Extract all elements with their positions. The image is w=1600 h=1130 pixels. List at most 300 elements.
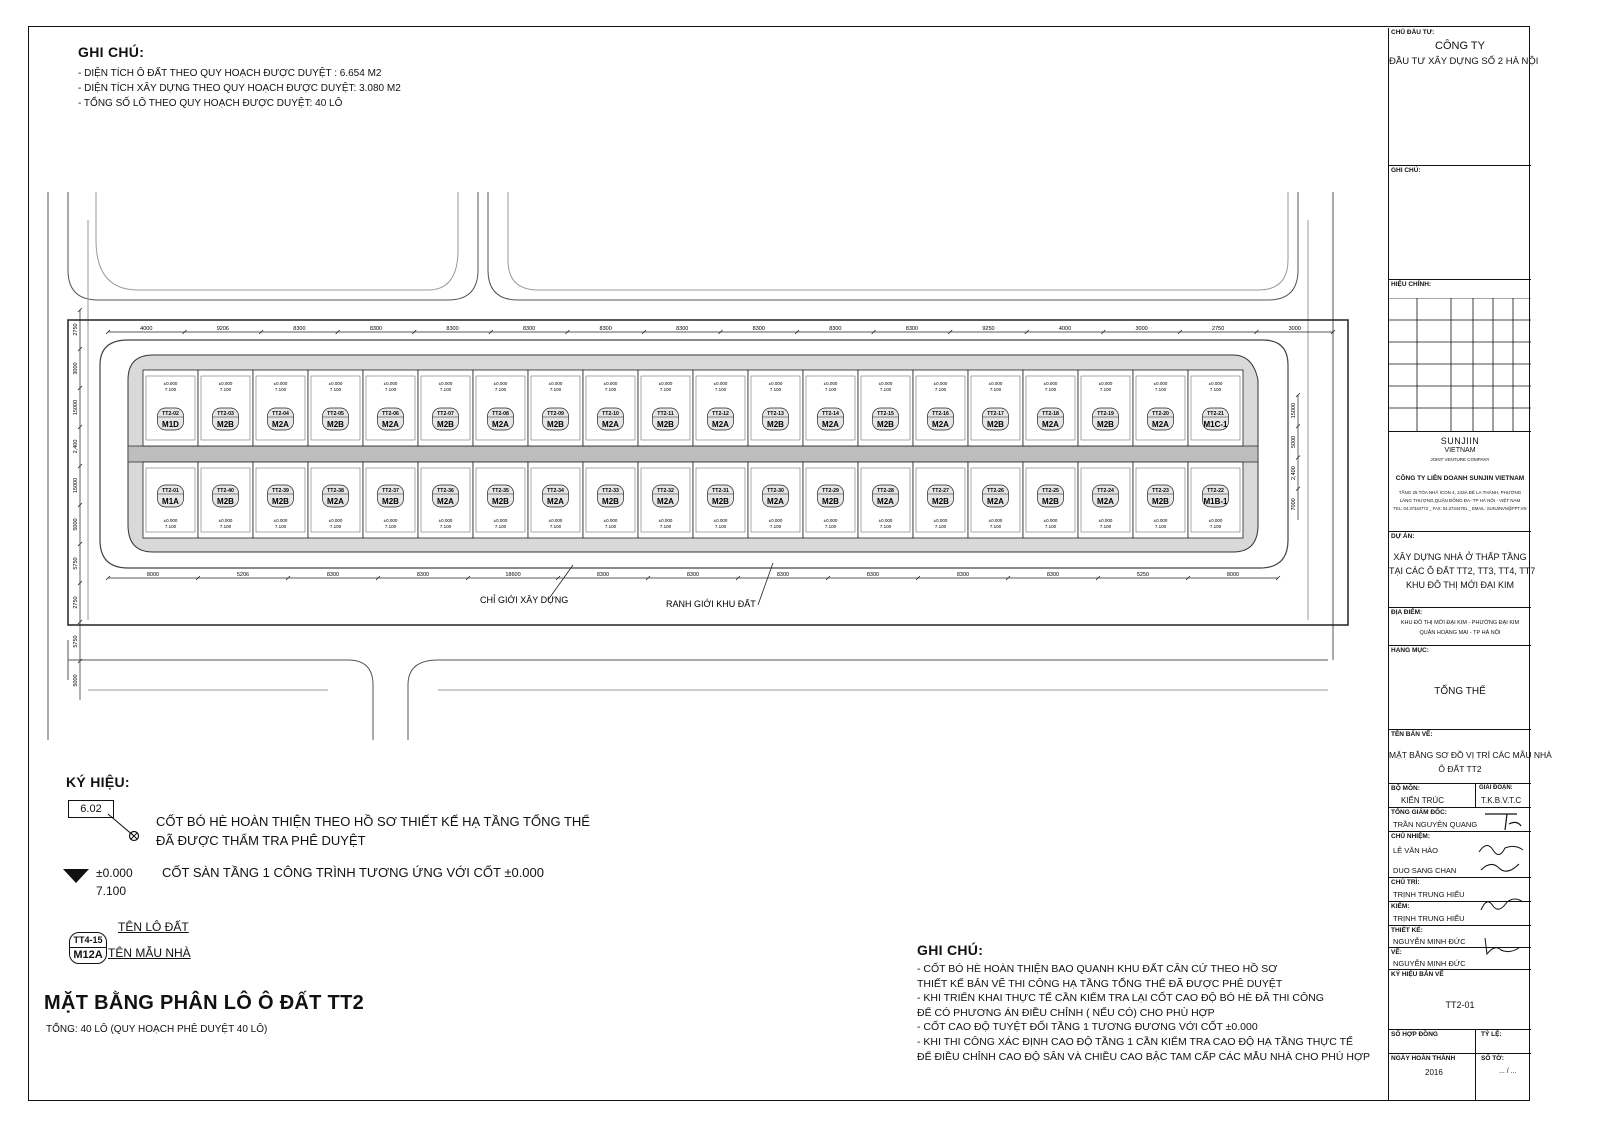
dimension-value: 8300 <box>522 326 536 332</box>
lot-level-b: 7.100 <box>1099 387 1112 392</box>
drafter-cell <box>1389 948 1531 970</box>
lot-level-a: ±0.000 <box>823 518 838 523</box>
lot-level-a: ±0.000 <box>328 518 343 523</box>
lot-name: TT2-21 <box>1207 411 1224 417</box>
boundary-label: RANH GIỚI KHU ĐẤT <box>666 599 756 609</box>
lot-type: M2B <box>327 420 344 429</box>
lot-name: TT2-33 <box>602 488 619 494</box>
lot-name: TT2-03 <box>217 411 234 417</box>
dimension-value: 8300 <box>956 572 970 578</box>
level-a: ±0.000 <box>96 866 133 880</box>
dimension-value: 2750 <box>73 323 79 336</box>
lot-tt2-17 <box>968 370 1023 446</box>
dimension-value: 15000 <box>1291 402 1297 419</box>
sheet-name-line-1: MẶT BẰNG SƠ ĐỒ VỊ TRÍ CÁC MẪU NHÀ <box>1389 750 1552 760</box>
director-cell <box>1389 808 1531 832</box>
sheet-no-value: TT2-01 <box>1445 1000 1475 1010</box>
lot-level-a: ±0.000 <box>823 381 838 386</box>
contract-divider <box>1475 1030 1476 1054</box>
lot-level-a: ±0.000 <box>768 381 783 386</box>
lot-tt2-40 <box>198 462 253 538</box>
phase-value: T.K.B.V.T.C <box>1481 796 1522 805</box>
lots-top-row <box>143 370 1243 446</box>
lot-level-a: ±0.000 <box>713 381 728 386</box>
signature-icon <box>1481 810 1525 832</box>
location-label: ĐỊA ĐIỂM: <box>1391 609 1423 616</box>
lot-type: M2A <box>657 497 674 506</box>
lot-type: M2A <box>1097 497 1114 506</box>
lot-name: TT2-20 <box>1152 411 1169 417</box>
lot-name: TT2-34 <box>547 488 564 494</box>
lot-name: TT2-29 <box>822 488 839 494</box>
dimension-value: 2750 <box>73 596 79 609</box>
lot-name: TT2-09 <box>547 411 564 417</box>
lot-tt2-05 <box>308 370 363 446</box>
dimension-value: 5250 <box>1136 572 1150 578</box>
central-alley <box>128 446 1258 462</box>
lot-tt2-08 <box>473 370 528 446</box>
lot-level-b: 7.100 <box>659 387 672 392</box>
lot-type: M2B <box>767 420 784 429</box>
manager-cell <box>1389 832 1531 878</box>
lot-type: M2B <box>877 420 894 429</box>
right-dimension-line <box>1291 393 1300 520</box>
category-label: HẠNG MỤC: <box>1391 647 1429 654</box>
dimension-value: 5000 <box>73 674 79 687</box>
level-triangle-icon <box>62 868 92 884</box>
lot-level-b: 7.100 <box>439 524 452 529</box>
director-label: TỔNG GIÁM ĐỐC: <box>1391 809 1447 816</box>
designer-value: NGUYỄN MINH ĐỨC <box>1393 937 1466 946</box>
signature-icon <box>1475 836 1527 876</box>
lot-level-b: 7.100 <box>1044 387 1057 392</box>
lot-type: M1A <box>162 497 179 506</box>
level-description: CỐT SÀN TẦNG 1 CÔNG TRÌNH TƯƠNG ỨNG VỚI CỐT ±0.000 <box>162 865 545 880</box>
lot-level-b: 7.100 <box>329 524 342 529</box>
drafter-value: NGUYỄN MINH ĐỨC <box>1393 959 1466 968</box>
director-value: TRẦN NGUYÊN QUANG <box>1393 820 1478 829</box>
tag-lot: TT4-15 <box>70 933 106 948</box>
lot-tt2-04 <box>253 370 308 446</box>
lot-type: M2A <box>1042 420 1059 429</box>
level-b: 7.100 <box>96 884 127 898</box>
dimension-value: 2,400 <box>1291 466 1297 481</box>
dimension-value: 3000 <box>1135 326 1148 332</box>
lot-level-b: 7.100 <box>329 387 342 392</box>
revision-grid <box>1389 298 1531 432</box>
lot-tt2-30 <box>748 462 803 538</box>
lot-tt2-25 <box>1023 462 1078 538</box>
lot-level-a: ±0.000 <box>218 381 233 386</box>
lot-tt2-32 <box>638 462 693 538</box>
date-cell <box>1389 1054 1531 1100</box>
lot-level-a: ±0.000 <box>658 518 673 523</box>
dimension-value: 8000 <box>146 572 160 578</box>
lot-level-b: 7.100 <box>494 524 507 529</box>
lot-tt2-13 <box>748 370 803 446</box>
lot-tt2-09 <box>528 370 583 446</box>
lot-name: TT2-31 <box>712 488 729 494</box>
dimension-value: 9250 <box>982 326 995 332</box>
lot-type: M2A <box>492 420 509 429</box>
lot-level-a: ±0.000 <box>548 381 563 386</box>
lot-type: M2A <box>1152 420 1169 429</box>
lot-type: M2B <box>822 497 839 506</box>
dimension-value: 9206 <box>216 326 229 332</box>
lots-bottom-row <box>143 462 1243 538</box>
lot-level-a: ±0.000 <box>1153 381 1168 386</box>
lot-level-b: 7.100 <box>384 387 397 392</box>
checker-label: KIỂM: <box>1391 903 1410 910</box>
page-label: SỐ TỜ: <box>1481 1055 1504 1062</box>
lot-tt2-27 <box>913 462 968 538</box>
project-line-3: KHU ĐÔ THỊ MỚI ĐẠI KIM <box>1405 580 1515 590</box>
bottom-note-line: - CỐT CAO ĐỘ TUYỆT ĐỐI TẦNG 1 TƯƠNG ĐƯƠNG VỚI CỐT ±0.000 <box>917 1021 1258 1034</box>
lot-level-a: ±0.000 <box>438 381 453 386</box>
bottom-notes-title: GHI CHÚ: <box>917 942 984 958</box>
lot-level-a: ±0.000 <box>493 518 508 523</box>
owner-line-1: CÔNG TY <box>1435 40 1485 52</box>
curb-text-1: CỐT BÓ HÈ HOÀN THIỆN THEO HỒ SƠ THIẾT KẾ HẠ TẦNG TỔNG THỂ <box>156 814 590 829</box>
lot-level-a: ±0.000 <box>878 518 893 523</box>
setback-label: CHỈ GIỚI XÂY DỰNG <box>480 595 569 605</box>
dimension-value: 8300 <box>905 326 919 332</box>
date-label: NGÀY HOÀN THÀNH <box>1391 1055 1456 1062</box>
discipline-cell <box>1389 784 1531 808</box>
lot-tt2-34 <box>528 462 583 538</box>
lot-name: TT2-05 <box>327 411 344 417</box>
note-label: GHI CHÚ: <box>1391 167 1421 174</box>
lot-level-a: ±0.000 <box>1098 381 1113 386</box>
lot-type: M2B <box>987 420 1004 429</box>
dimension-value: 4000 <box>140 326 153 332</box>
lot-level-b: 7.100 <box>1099 524 1112 529</box>
lot-level-a: ±0.000 <box>1153 518 1168 523</box>
lot-type: M2B <box>657 420 674 429</box>
dimension-value: 3000 <box>73 362 79 375</box>
lot-level-b: 7.100 <box>439 387 452 392</box>
sheet-name-label: TÊN BẢN VẼ: <box>1391 731 1433 738</box>
lot-level-b: 7.100 <box>1154 387 1167 392</box>
date-divider <box>1475 1054 1476 1100</box>
lot-name: TT2-28 <box>877 488 894 494</box>
category-value: TỔNG THỂ <box>1434 686 1486 697</box>
lot-name: TT2-12 <box>712 411 729 417</box>
tag-type: M12A <box>73 949 103 961</box>
top-note-line: - TỔNG SỐ LÔ THEO QUY HOẠCH ĐƯỢC DUYỆT: 40 LÔ <box>78 98 343 109</box>
consultant-address-2: LÁNG THƯỢNG,QUẬN ĐỐNG ĐA- TP HÀ NỘI - VIỆT NAM <box>1399 498 1521 503</box>
bottom-note-line: - CỐT BÓ HÈ HOÀN THIỆN BAO QUANH KHU ĐẤT CĂN CỨ THEO HỒ SƠ <box>917 963 1278 975</box>
lot-level-a: ±0.000 <box>493 381 508 386</box>
lot-level-b: 7.100 <box>659 524 672 529</box>
lot-type: M1B-1 <box>1203 497 1228 506</box>
lot-level-a: ±0.000 <box>383 381 398 386</box>
lot-type: M2A <box>932 420 949 429</box>
lot-type: M2A <box>987 497 1004 506</box>
lot-level-b: 7.100 <box>274 387 287 392</box>
note-cell <box>1389 166 1531 280</box>
lot-level-a: ±0.000 <box>218 518 233 523</box>
lot-name: TT2-17 <box>987 411 1004 417</box>
dimension-value: 18600 <box>505 572 521 578</box>
lot-tt2-35 <box>473 462 528 538</box>
lot-level-a: ±0.000 <box>163 518 178 523</box>
manager-label: CHỦ NHIỆM: <box>1391 833 1430 840</box>
bottom-dimension-line <box>106 572 1280 580</box>
lot-name: TT2-30 <box>767 488 784 494</box>
bottom-note-line: ĐỂ CÓ PHƯƠNG ÁN ĐIỀU CHỈNH ( NẾU CÓ) CHO PHÙ HỢP <box>917 1006 1215 1019</box>
location-line-1: KHU ĐÔ THỊ MỚI ĐẠI KIM - PHƯỜNG ĐẠI KIM <box>1400 620 1520 626</box>
phase-label: GIAI ĐOẠN: <box>1479 785 1513 791</box>
dimension-value: 15000 <box>73 399 79 416</box>
lot-name: TT2-38 <box>327 488 344 494</box>
lot-level-a: ±0.000 <box>988 381 1003 386</box>
lot-level-b: 7.100 <box>219 387 232 392</box>
lot-tt2-31 <box>693 462 748 538</box>
project-line-2: TẠI CÁC Ô ĐẤT TT2, TT3, TT4, TT7 <box>1389 566 1536 576</box>
discipline-label: BỘ MÔN: <box>1391 785 1420 792</box>
page-value: ... / ... <box>1499 1068 1517 1075</box>
lot-tt2-33 <box>583 462 638 538</box>
lot-level-b: 7.100 <box>769 524 782 529</box>
lot-name: TT2-15 <box>877 411 894 417</box>
lot-tt2-36 <box>418 462 473 538</box>
lot-level-a: ±0.000 <box>1208 381 1223 386</box>
dimension-value: 8300 <box>866 572 880 578</box>
dimension-value: 8300 <box>1046 572 1060 578</box>
discipline-divider <box>1475 784 1476 808</box>
revision-label: HIỆU CHỈNH: <box>1391 281 1432 288</box>
lot-level-a: ±0.000 <box>933 381 948 386</box>
bottom-note-line: - KHI THI CÔNG XÁC ĐỊNH CAO ĐỘ TẦNG 1 CẦN KIỂM TRA CAO ĐỘ HẠ TẦNG THỰC TẾ <box>917 1035 1354 1048</box>
tag-type-label: TÊN MẪU NHÀ <box>108 946 191 960</box>
revision-cell <box>1389 280 1531 432</box>
dimension-value: 5750 <box>73 557 79 570</box>
lot-type: M2B <box>217 420 234 429</box>
top-dimension-line <box>106 326 1335 334</box>
lot-type: M2A <box>822 420 839 429</box>
dimension-value: 8300 <box>599 326 612 332</box>
lot-level-b: 7.100 <box>219 524 232 529</box>
lot-type: M2B <box>272 497 289 506</box>
project-cell <box>1389 532 1536 608</box>
dimension-value: 8300 <box>446 326 459 332</box>
lot-name: TT2-01 <box>162 488 179 494</box>
lot-tt2-18 <box>1023 370 1078 446</box>
lead-label: CHỦ TRÌ: <box>1391 879 1420 886</box>
lot-name: TT2-13 <box>767 411 784 417</box>
project-label: DỰ ÁN: <box>1391 533 1415 540</box>
lot-level-b: 7.100 <box>769 387 782 392</box>
lot-name: TT2-23 <box>1152 488 1169 494</box>
lot-level-b: 7.100 <box>824 387 837 392</box>
lead-value: TRỊNH TRUNG HIẾU <box>1393 890 1465 899</box>
lot-level-b: 7.100 <box>274 524 287 529</box>
lot-tt2-02 <box>143 370 198 446</box>
drawing-subtitle: TỔNG: 40 LÔ (QUY HOẠCH PHÊ DUYỆT 40 LÔ) <box>46 1024 268 1035</box>
manager-value-1: LÊ VĂN HÀO <box>1393 846 1439 855</box>
date-value: 2016 <box>1425 1068 1443 1077</box>
curb-description <box>156 812 590 850</box>
lot-tt2-10 <box>583 370 638 446</box>
bottom-note-line: THIẾT KẾ BẢN VẼ THI CÔNG HẠ TẦNG TỔNG THỂ ĐÃ ĐƯỢC PHÊ DUYỆT <box>917 977 1283 990</box>
sheet-no-cell <box>1389 970 1531 1030</box>
lot-tt2-37 <box>363 462 418 538</box>
lot-tt2-20 <box>1133 370 1188 446</box>
top-notes <box>78 44 401 111</box>
lot-level-b: 7.100 <box>879 524 892 529</box>
manager-value-2: DUO SANG CHAN <box>1393 866 1457 875</box>
lot-name: TT2-14 <box>822 411 839 417</box>
lot-tt2-23 <box>1133 462 1188 538</box>
drafter-label: VẼ: <box>1391 949 1402 956</box>
lot-tt2-01 <box>143 462 198 538</box>
lot-tt2-12 <box>693 370 748 446</box>
lot-level-b: 7.100 <box>1044 524 1057 529</box>
lot-level-b: 7.100 <box>604 524 617 529</box>
lot-type: M2A <box>272 420 289 429</box>
contract-label: SỐ HỢP ĐỒNG <box>1391 1031 1438 1038</box>
project-line-1: XÂY DỰNG NHÀ Ở THẤP TẦNG <box>1393 552 1527 562</box>
dimension-value: 4000 <box>1058 326 1072 332</box>
dimension-value: 8300 <box>752 326 765 332</box>
dimension-value: 5206 <box>236 572 250 578</box>
lot-level-a: ±0.000 <box>768 518 783 523</box>
lot-name: TT2-16 <box>932 411 949 417</box>
lot-level-a: ±0.000 <box>273 518 288 523</box>
dimension-value: 8300 <box>686 572 700 578</box>
lot-name: TT2-04 <box>272 411 289 417</box>
lot-name: TT2-22 <box>1207 488 1224 494</box>
lot-level-a: ±0.000 <box>438 518 453 523</box>
curb-text-2: ĐÃ ĐƯỢC THẨM TRA PHÊ DUYỆT <box>156 833 366 848</box>
lot-tt2-26 <box>968 462 1023 538</box>
lot-tag-sample <box>69 932 107 964</box>
consultant-address-1: TẦNG 25 TÒA NHÀ ICON 4, 243A ĐÊ LA THÀNH, PHƯỜNG <box>1398 490 1522 495</box>
lot-type: M2A <box>547 497 564 506</box>
lot-level-b: 7.100 <box>604 387 617 392</box>
contract-cell <box>1389 1030 1531 1054</box>
lot-level-a: ±0.000 <box>603 518 618 523</box>
lot-level-b: 7.100 <box>934 387 947 392</box>
lot-name: TT2-19 <box>1097 411 1114 417</box>
dimension-value: 8000 <box>1226 572 1240 578</box>
owner-cell <box>1389 28 1539 166</box>
checker-value: TRỊNH TRUNG HIẾU <box>1393 914 1465 923</box>
level-values <box>96 864 133 900</box>
lot-name: TT2-32 <box>657 488 674 494</box>
lot-name: TT2-39 <box>272 488 289 494</box>
dimension-value: 2,400 <box>73 439 79 454</box>
lot-level-b: 7.100 <box>164 387 177 392</box>
lot-name: TT2-36 <box>437 488 454 494</box>
title-block <box>1388 28 1552 1100</box>
dimension-value: 8300 <box>369 326 383 332</box>
top-notes-title: GHI CHÚ: <box>78 44 145 60</box>
lot-type: M2A <box>877 497 894 506</box>
lot-tt2-11 <box>638 370 693 446</box>
dimension-value: 8300 <box>416 572 430 578</box>
dimension-value: 3000 <box>1288 326 1301 332</box>
lot-tt2-03 <box>198 370 253 446</box>
lot-type: M2A <box>767 497 784 506</box>
lot-level-a: ±0.000 <box>1098 518 1113 523</box>
top-note-line: - DIỆN TÍCH Ô ĐẤT THEO QUY HOẠCH ĐƯỢC DUYỆT : 6.654 M2 <box>78 68 382 79</box>
lot-level-b: 7.100 <box>384 524 397 529</box>
lot-level-b: 7.100 <box>549 524 562 529</box>
consultant-cell <box>1389 432 1531 532</box>
lot-type: M2A <box>327 497 344 506</box>
discipline-value: KIẾN TRÚC <box>1401 796 1444 805</box>
lot-tt2-24 <box>1078 462 1133 538</box>
lot-level-a: ±0.000 <box>273 381 288 386</box>
lot-level-a: ±0.000 <box>988 518 1003 523</box>
owner-label: CHỦ ĐẦU TƯ: <box>1391 29 1435 36</box>
consultant-address-3: TEL: 04.37344773 _ FAX: 04.37344781 _ EMAIL: SUNJINVN@FPT.VN <box>1393 506 1527 511</box>
lot-name: TT2-35 <box>492 488 509 494</box>
tag-lot-label: TÊN LÔ ĐẤT <box>118 920 189 934</box>
lot-name: TT2-26 <box>987 488 1004 494</box>
lot-type: M2A <box>602 420 619 429</box>
lot-level-b: 7.100 <box>934 524 947 529</box>
sheet-name-cell <box>1389 730 1552 784</box>
legend <box>66 774 666 974</box>
lot-level-b: 7.100 <box>1209 387 1222 392</box>
lot-level-a: ±0.000 <box>328 381 343 386</box>
dimension-value: 8300 <box>596 572 610 578</box>
dimension-value: 8300 <box>776 572 790 578</box>
lot-name: TT2-08 <box>492 411 509 417</box>
lot-tt2-19 <box>1078 370 1133 446</box>
curb-symbol-icon <box>106 812 140 842</box>
lot-level-b: 7.100 <box>164 524 177 529</box>
lot-level-b: 7.100 <box>824 524 837 529</box>
lot-level-a: ±0.000 <box>933 518 948 523</box>
lot-name: TT2-40 <box>217 488 234 494</box>
designer-label: THIẾT KẾ: <box>1391 927 1423 934</box>
bottom-note-line: ĐỂ ĐIỀU CHỈNH CAO ĐỘ SÂN VÀ CHIỀU CAO BẬC TAM CẤP CÁC MẪU NHÀ CHO PHÙ HỢP <box>917 1050 1370 1063</box>
lot-type: M1D <box>162 420 179 429</box>
lot-level-a: ±0.000 <box>1043 381 1058 386</box>
consultant-logo-1: SUNJIIN <box>1440 436 1480 446</box>
lot-type: M2A <box>382 420 399 429</box>
top-note-line: - DIỆN TÍCH XÂY DỰNG THEO QUY HOẠCH ĐƯỢC DUYỆT: 3.080 M2 <box>78 83 401 94</box>
signature-icon <box>1479 932 1523 960</box>
left-dimension-line <box>73 308 82 700</box>
lot-tt2-29 <box>803 462 858 538</box>
lot-type: M2B <box>217 497 234 506</box>
lot-type: M2B <box>547 420 564 429</box>
lot-level-b: 7.100 <box>989 387 1002 392</box>
lot-type: M2A <box>712 420 729 429</box>
location-line-2: QUẬN HOÀNG MAI - TP HÀ NỘI <box>1419 630 1501 636</box>
lot-level-a: ±0.000 <box>603 381 618 386</box>
dimension-value: 8300 <box>293 326 306 332</box>
lot-name: TT2-07 <box>437 411 454 417</box>
bottom-notes <box>917 942 1370 1064</box>
lot-level-a: ±0.000 <box>658 381 673 386</box>
lot-level-a: ±0.000 <box>1208 518 1223 523</box>
lot-name: TT2-11 <box>657 411 674 417</box>
dimension-value: 5750 <box>73 635 79 648</box>
legend-title: KÝ HIỆU: <box>66 774 130 790</box>
lot-level-b: 7.100 <box>549 387 562 392</box>
sheet-no-label: KÝ HIỆU BẢN VẼ <box>1391 971 1444 978</box>
lot-level-a: ±0.000 <box>548 518 563 523</box>
dimension-value: 15000 <box>73 477 79 494</box>
sheet-name-line-2: Ô ĐẤT TT2 <box>1438 764 1482 774</box>
lot-tt2-07 <box>418 370 473 446</box>
